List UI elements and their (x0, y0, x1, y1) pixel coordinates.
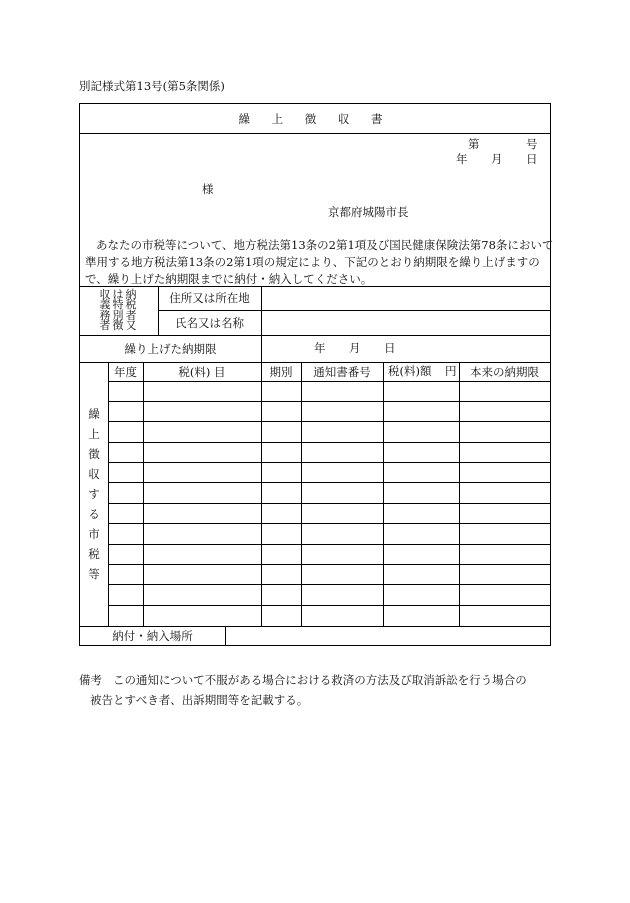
number-go-label: 号 (526, 137, 538, 151)
name-field[interactable] (262, 311, 550, 335)
table-vertical-label (80, 362, 108, 626)
row-line (108, 605, 550, 606)
col-header-notice-number: 通知書番号 (313, 364, 371, 379)
vertical-char: 市 (88, 527, 100, 541)
body-line: 準用する地方税法第13条の2第1項の規定により、下記のとおり納期限を繰り上げますの (85, 255, 540, 269)
remarks-text-1: この通知について不服がある場合における救済の方法及び取消訴訟を行う場合の (113, 673, 527, 687)
row-line (108, 544, 550, 545)
form-title: 繰 上 徴 収 書 (238, 111, 392, 126)
row-line (108, 584, 550, 585)
remarks-line-1 (79, 670, 527, 690)
remarks-prefix: 備考 (79, 673, 102, 687)
issuer-name: 京都府城陽市長 (328, 205, 409, 219)
col-header-tax-item: 税(料) 目 (178, 364, 226, 379)
date-month-label: 月 (491, 152, 503, 166)
advance-collection-form (79, 103, 554, 646)
deadline-label: 繰り上げた納期限 (124, 341, 217, 356)
date-year-label: 年 (456, 152, 468, 166)
row-line (108, 462, 550, 463)
col-header-yen: 円 (445, 364, 457, 378)
row-line (108, 523, 550, 524)
body-line: あなたの市税等について、地方税法第13条の2第1項及び国民健康保険法第78条において (96, 238, 554, 252)
payer-label-line: 収は納 (99, 287, 139, 301)
remarks-text-2: 被告とすべき者、出訴期間等を記載する。 (90, 693, 309, 707)
row-line (108, 503, 550, 504)
form-number-caption: 別記様式第13号(第5条関係) (79, 79, 225, 93)
payment-place-label: 納付・納入場所 (112, 628, 193, 643)
payer-label-line: 者徴又 (99, 319, 139, 332)
deadline-divider (261, 335, 262, 362)
vertical-char: る (88, 507, 100, 521)
vertical-char: 税 (88, 547, 100, 561)
row-line (108, 381, 550, 382)
row-line (108, 482, 550, 483)
addressee-sama: 様 (202, 182, 214, 196)
vertical-char: 徴 (88, 447, 100, 461)
remarks-note (79, 670, 527, 710)
vertical-char: 収 (88, 467, 100, 481)
payer-label (80, 286, 158, 335)
vertical-char: す (88, 487, 100, 501)
vertical-char: 上 (88, 427, 100, 441)
payment-place-field[interactable] (226, 627, 550, 645)
body-line: で、繰り上げた納期限までに納付・納入してください。 (85, 272, 373, 286)
col-header-original-deadline: 本来の納期限 (470, 364, 539, 379)
row-line (108, 442, 550, 443)
col-header-amount: 税(料)額 (388, 364, 432, 378)
row-line (108, 401, 550, 402)
deadline-year-label: 年 (314, 341, 326, 355)
row-line (108, 564, 550, 565)
payer-label-line: 義特税 (99, 298, 139, 311)
address-label: 住所又は所在地 (169, 291, 250, 305)
notice-body (85, 237, 554, 288)
payer-label-line: 務別者 (99, 308, 139, 322)
deadline-day-label: 日 (384, 341, 396, 355)
col-header-period: 期別 (269, 364, 293, 379)
deadline-month-label: 月 (349, 341, 361, 355)
address-field[interactable] (262, 287, 550, 310)
name-label: 氏名又は名称 (175, 315, 244, 330)
row-line (108, 421, 550, 422)
number-dai-label: 第 (468, 137, 480, 151)
title-divider (80, 133, 550, 134)
col-header-fiscal-year: 年度 (114, 364, 137, 379)
vertical-char: 繰 (88, 407, 100, 421)
vertical-char: 等 (88, 567, 100, 581)
date-day-label: 日 (526, 152, 538, 166)
